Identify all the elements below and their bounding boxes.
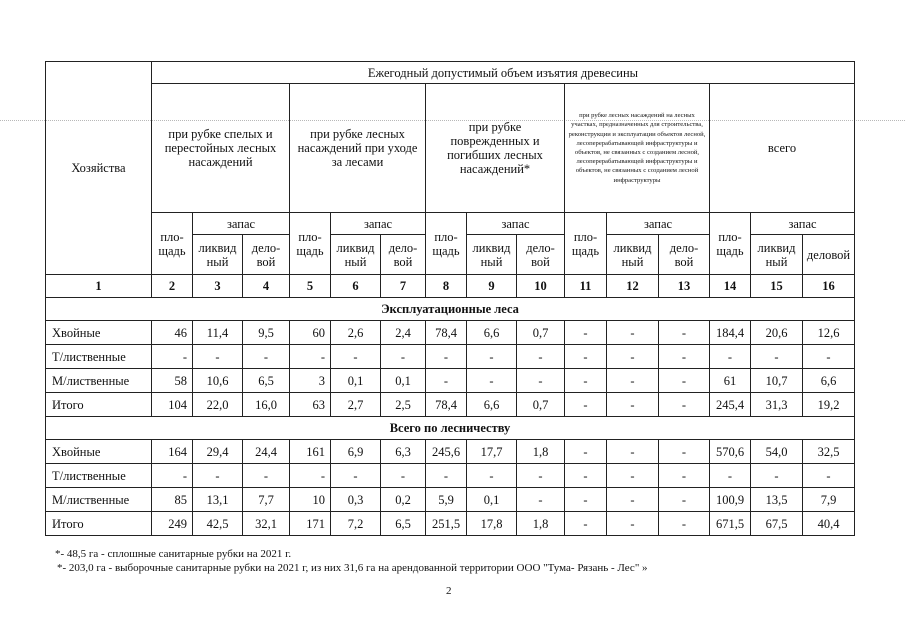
table-cell: - [659,321,710,345]
area-header: пло-щадь [152,213,193,275]
column-number: 1 [46,275,152,298]
table-cell: - [426,369,467,393]
column-number: 9 [467,275,517,298]
table-cell: - [659,512,710,536]
table-cell: - [193,464,243,488]
column-number: 6 [331,275,381,298]
table-cell: 3 [290,369,331,393]
table-cell: 100,9 [710,488,751,512]
table-cell: 0,1 [331,369,381,393]
stock-header: запас [467,213,565,235]
table-cell: 6,5 [381,512,426,536]
column-number: 15 [751,275,803,298]
table-cell: 0,1 [381,369,426,393]
group-header-mature: при рубке спелых и перестойных лесных насаждений [152,84,290,213]
table-cell: 78,4 [426,321,467,345]
table-cell: 6,3 [381,440,426,464]
table-cell: 78,4 [426,393,467,417]
table-cell: - [607,393,659,417]
liquid-header: ликвид ный [193,235,243,275]
liquid-header: ликвид ный [331,235,381,275]
column-number: 10 [517,275,565,298]
area-header: пло-щадь [565,213,607,275]
column-number: 8 [426,275,467,298]
table-cell: 0,3 [331,488,381,512]
table-cell: 6,6 [467,321,517,345]
table-cell: 42,5 [193,512,243,536]
table-cell: 2,4 [381,321,426,345]
timber-volume-table [45,61,855,536]
table-cell: - [659,464,710,488]
table-cell: - [381,464,426,488]
table-cell: - [659,345,710,369]
liquid-header: ликвид ный [467,235,517,275]
liquid-header: ликвид ный [751,235,803,275]
stock-header: запас [331,213,426,235]
table-cell: - [426,345,467,369]
section-header-row [46,298,855,321]
table-cell: - [290,464,331,488]
table-cell: 570,6 [710,440,751,464]
table-row [46,369,855,393]
table-cell: 32,1 [243,512,290,536]
table-cell: 5,9 [426,488,467,512]
table-cell: 249 [152,512,193,536]
table-cell: - [193,345,243,369]
table-cell: 24,4 [243,440,290,464]
table-cell: - [803,345,855,369]
table-cell: - [607,464,659,488]
column-number: 2 [152,275,193,298]
column-number: 11 [565,275,607,298]
table-cell: 54,0 [751,440,803,464]
table-cell: - [517,488,565,512]
table-cell: - [659,488,710,512]
table-cell: - [243,345,290,369]
section-header-row [46,417,855,440]
table-cell: 67,5 [751,512,803,536]
table-cell: 7,7 [243,488,290,512]
table-cell: 6,6 [803,369,855,393]
row-label: Хвойные [46,321,152,345]
table-cell: 32,5 [803,440,855,464]
table-cell: 22,0 [193,393,243,417]
group-header-infrastructure: при рубке лесных насаждений на лесных участках, предназначенных для строительства, реконструкции и эксплуатации объектов лесной, лесоперерабатывающей инфраструктуры и объектов, не связанных с созданием лесной, лесоперерабатывающей инфраструктуры и объектов, не связанных с созданием лесной инфраструктуры [565,84,710,213]
table-cell: 0,2 [381,488,426,512]
footnotes [55,547,648,575]
table-row [46,345,855,369]
table-cell: - [331,345,381,369]
table-row [46,464,855,488]
table-cell: 0,7 [517,321,565,345]
table-cell: 0,1 [467,488,517,512]
group-header-thinning: при рубке лесных насаждений при уходе за лесами [290,84,426,213]
row-label: М/лиственные [46,369,152,393]
table-cell: - [751,345,803,369]
area-header: пло-щадь [710,213,751,275]
table-cell: 104 [152,393,193,417]
table-cell: - [710,345,751,369]
table-cell: - [607,369,659,393]
table-cell: - [467,464,517,488]
table-cell: - [659,369,710,393]
table-cell: - [467,369,517,393]
table-cell: 17,7 [467,440,517,464]
table-cell: 13,1 [193,488,243,512]
table-cell: 10 [290,488,331,512]
table-cell: - [659,393,710,417]
table-cell: - [565,345,607,369]
section-title: Эксплуатационные леса [46,298,855,321]
table-cell: 7,9 [803,488,855,512]
table-title: Ежегодный допустимый объем изъятия древесины [152,62,855,84]
table-cell: 671,5 [710,512,751,536]
business-header: дело-вой [381,235,426,275]
column-number: 5 [290,275,331,298]
table-cell: 9,5 [243,321,290,345]
table-cell: 12,6 [803,321,855,345]
table-row [46,440,855,464]
table-row [46,488,855,512]
table-cell: 58 [152,369,193,393]
table-cell: 6,6 [467,393,517,417]
table-cell: 184,4 [710,321,751,345]
table-cell: - [517,369,565,393]
table-cell: 19,2 [803,393,855,417]
table-cell: 171 [290,512,331,536]
stock-header: запас [193,213,290,235]
table-cell: 63 [290,393,331,417]
table-cell: 16,0 [243,393,290,417]
column-number: 13 [659,275,710,298]
table-cell: - [331,464,381,488]
page-number: 2 [446,585,452,597]
business-header: дело-вой [517,235,565,275]
row-label: Итого [46,393,152,417]
footnote: *- 48,5 га - сплошные санитарные рубки на 2021 г. [55,548,292,560]
table-cell: 13,5 [751,488,803,512]
table-cell: - [565,488,607,512]
table-cell: 161 [290,440,331,464]
table-cell: 6,9 [331,440,381,464]
column-number: 16 [803,275,855,298]
area-header: пло-щадь [290,213,331,275]
table-cell: - [152,345,193,369]
table-cell: - [517,464,565,488]
table-cell: - [565,321,607,345]
table-cell: 251,5 [426,512,467,536]
table-cell: - [803,464,855,488]
table-cell: 7,2 [331,512,381,536]
table-cell: - [426,464,467,488]
row-label: Хвойные [46,440,152,464]
table-cell: - [290,345,331,369]
table-cell: 2,5 [381,393,426,417]
table-cell: 245,6 [426,440,467,464]
row-label: М/лиственные [46,488,152,512]
business-total-header: деловой [803,235,855,275]
table-cell: - [565,512,607,536]
liquid-header: ликвид ный [607,235,659,275]
table-cell: - [607,440,659,464]
table-cell: - [607,512,659,536]
table-cell: 1,8 [517,512,565,536]
table-cell: - [565,440,607,464]
table-cell: 2,7 [331,393,381,417]
table-cell: 2,6 [331,321,381,345]
table-cell: 29,4 [193,440,243,464]
table-cell: - [751,464,803,488]
column-number: 14 [710,275,751,298]
row-label: Т/лиственные [46,345,152,369]
table-cell: - [517,345,565,369]
row-label: Итого [46,512,152,536]
table-cell: - [607,321,659,345]
table-cell: - [710,464,751,488]
table-cell: - [381,345,426,369]
table-cell: - [243,464,290,488]
table-cell: - [607,345,659,369]
table-cell: 46 [152,321,193,345]
area-header: пло-щадь [426,213,467,275]
table-cell: 1,8 [517,440,565,464]
table-cell: 61 [710,369,751,393]
group-header-total: всего [710,84,855,213]
business-header: дело-вой [659,235,710,275]
column-number: 3 [193,275,243,298]
table-cell: 85 [152,488,193,512]
row-label: Т/лиственные [46,464,152,488]
column-number: 7 [381,275,426,298]
column-number: 4 [243,275,290,298]
footnote: *- 203,0 га - выборочные санитарные рубки на 2021 г, из них 31,6 га на арендованной территории ООО "Тума- Рязань - Лес" » [57,562,648,574]
table-row [46,393,855,417]
column-number: 12 [607,275,659,298]
table-row [46,512,855,536]
table-cell: - [659,440,710,464]
stock-header: запас [607,213,710,235]
table-cell: 10,7 [751,369,803,393]
column-number-row [46,275,855,298]
farm-column-header: Хозяйства [46,62,152,275]
table-cell: - [565,369,607,393]
table-cell: 40,4 [803,512,855,536]
table-cell: 0,7 [517,393,565,417]
table-cell: - [565,464,607,488]
table-cell: 11,4 [193,321,243,345]
stock-header: запас [751,213,855,235]
table-cell: 10,6 [193,369,243,393]
table-cell: 60 [290,321,331,345]
table-cell: 17,8 [467,512,517,536]
table-cell: - [565,393,607,417]
group-header-damaged: при рубке поврежденных и погибших лесных насаждений* [426,84,565,213]
table-cell: 245,4 [710,393,751,417]
table-cell: - [607,488,659,512]
table-cell: - [152,464,193,488]
table-cell: 6,5 [243,369,290,393]
section-title: Всего по лесничеству [46,417,855,440]
table-cell: 31,3 [751,393,803,417]
table-cell: 164 [152,440,193,464]
table-cell: - [467,345,517,369]
table-cell: 20,6 [751,321,803,345]
business-header: дело-вой [243,235,290,275]
table-row [46,321,855,345]
